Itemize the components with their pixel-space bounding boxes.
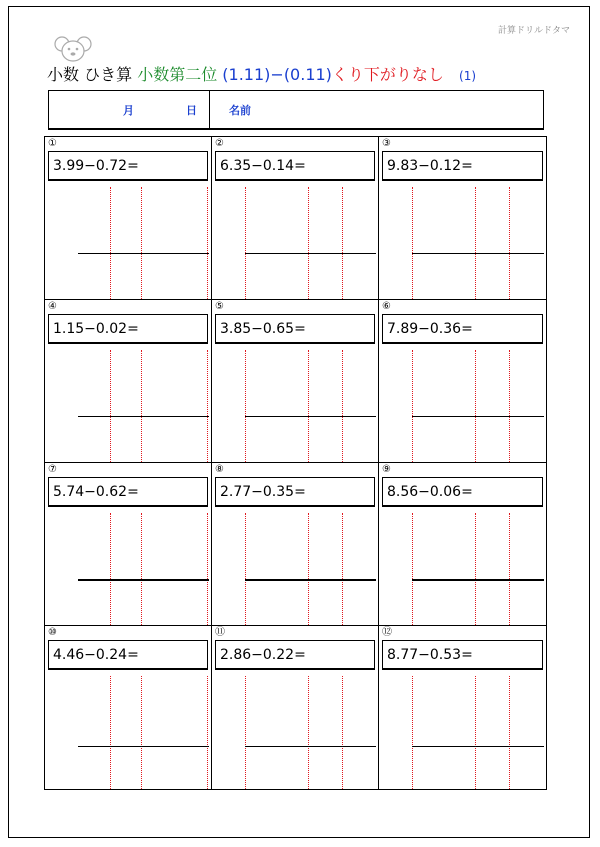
problem-cell <box>45 300 212 463</box>
name-date-box <box>48 90 544 130</box>
problem-expression: 3.99−0.72= <box>48 151 208 181</box>
problem-number: ⑧ <box>215 464 224 475</box>
work-area <box>379 344 546 462</box>
digit-guide-line <box>509 676 510 789</box>
digit-guide-line <box>207 513 208 625</box>
brand-label: 計算ドリルドタマ <box>497 26 570 36</box>
problem-expression: 3.85−0.65= <box>215 314 375 344</box>
digit-guide-line <box>207 350 208 462</box>
work-area <box>45 670 211 789</box>
digit-guide-line <box>412 350 413 462</box>
digit-guide-line <box>110 676 111 789</box>
digit-guide-line <box>245 187 246 299</box>
digit-guide-line <box>342 676 343 789</box>
digit-guide-line <box>245 350 246 462</box>
title-pattern: (1.11)−(0.11) <box>222 65 332 84</box>
problem-expression: 6.35−0.14= <box>215 151 375 181</box>
problem-cell <box>45 137 212 300</box>
problem-number: ⑫ <box>382 627 392 638</box>
work-area <box>45 507 211 625</box>
answer-line <box>78 416 209 417</box>
work-area <box>45 344 211 462</box>
problem-cell <box>379 137 546 300</box>
problem-expression: 2.77−0.35= <box>215 477 375 507</box>
answer-line <box>78 746 209 747</box>
title-sheet-number: (1) <box>459 69 477 83</box>
digit-guide-line <box>141 350 142 462</box>
problem-cell <box>212 626 379 789</box>
work-area <box>212 507 378 625</box>
name-label: 名前 <box>229 104 251 117</box>
digit-guide-line <box>141 187 142 299</box>
problem-cell <box>45 626 212 789</box>
digit-guide-line <box>412 187 413 299</box>
problem-number: ⑨ <box>382 464 391 475</box>
digit-guide-line <box>509 350 510 462</box>
problem-number: ③ <box>382 138 391 149</box>
title-decimal-place: 小数第二位 <box>137 65 218 84</box>
answer-line <box>245 253 376 254</box>
answer-line <box>412 579 544 581</box>
problem-cell <box>379 463 546 626</box>
day-label: 日 <box>186 104 197 117</box>
digit-guide-line <box>245 513 246 625</box>
digit-guide-line <box>110 513 111 625</box>
problem-expression: 4.46−0.24= <box>48 640 208 670</box>
answer-line <box>245 416 376 417</box>
digit-guide-line <box>207 676 208 789</box>
digit-guide-line <box>342 350 343 462</box>
answer-line <box>78 579 209 581</box>
problem-cell <box>379 626 546 789</box>
work-area <box>212 181 378 299</box>
digit-guide-line <box>412 676 413 789</box>
answer-line <box>412 416 544 417</box>
month-label: 月 <box>123 104 134 117</box>
answer-line <box>245 579 376 581</box>
page-title <box>47 62 476 85</box>
digit-guide-line <box>110 187 111 299</box>
problem-number: ② <box>215 138 224 149</box>
digit-guide-line <box>475 676 476 789</box>
work-area <box>45 181 211 299</box>
digit-guide-line <box>475 187 476 299</box>
digit-guide-line <box>207 187 208 299</box>
digit-guide-line <box>475 350 476 462</box>
digit-guide-line <box>308 350 309 462</box>
digit-guide-line <box>342 187 343 299</box>
answer-line <box>412 746 544 747</box>
work-area <box>379 670 546 789</box>
problem-expression: 8.56−0.06= <box>382 477 543 507</box>
problem-expression: 1.15−0.02= <box>48 314 208 344</box>
problem-cell <box>212 300 379 463</box>
problem-expression: 7.89−0.36= <box>382 314 543 344</box>
work-area <box>212 670 378 789</box>
name-box-divider <box>209 91 210 128</box>
title-no-borrow: くり下がりなし <box>331 65 444 84</box>
problem-cell <box>212 463 379 626</box>
problem-expression: 5.74−0.62= <box>48 477 208 507</box>
problem-cell <box>212 137 379 300</box>
problem-number: ① <box>48 138 57 149</box>
problem-number: ⑦ <box>48 464 57 475</box>
digit-guide-line <box>342 513 343 625</box>
problem-expression: 8.77−0.53= <box>382 640 543 670</box>
digit-guide-line <box>475 513 476 625</box>
digit-guide-line <box>308 187 309 299</box>
problem-expression: 9.83−0.12= <box>382 151 543 181</box>
work-area <box>379 507 546 625</box>
answer-line <box>245 746 376 747</box>
problem-expression: 2.86−0.22= <box>215 640 375 670</box>
problem-number: ⑩ <box>48 627 57 638</box>
problem-number: ⑤ <box>215 301 224 312</box>
digit-guide-line <box>245 676 246 789</box>
problem-grid <box>44 136 547 790</box>
digit-guide-line <box>110 350 111 462</box>
problem-cell <box>45 463 212 626</box>
problem-number: ⑥ <box>382 301 391 312</box>
digit-guide-line <box>141 676 142 789</box>
work-area <box>212 344 378 462</box>
digit-guide-line <box>308 676 309 789</box>
problem-number: ⑪ <box>215 627 225 638</box>
digit-guide-line <box>509 513 510 625</box>
digit-guide-line <box>141 513 142 625</box>
answer-line <box>412 253 544 254</box>
digit-guide-line <box>509 187 510 299</box>
title-main: 小数 ひき算 <box>47 65 133 84</box>
mouse-logo-icon <box>54 35 92 63</box>
digit-guide-line <box>308 513 309 625</box>
digit-guide-line <box>412 513 413 625</box>
work-area <box>379 181 546 299</box>
answer-line <box>78 253 209 254</box>
problem-number: ④ <box>48 301 57 312</box>
problem-cell <box>379 300 546 463</box>
